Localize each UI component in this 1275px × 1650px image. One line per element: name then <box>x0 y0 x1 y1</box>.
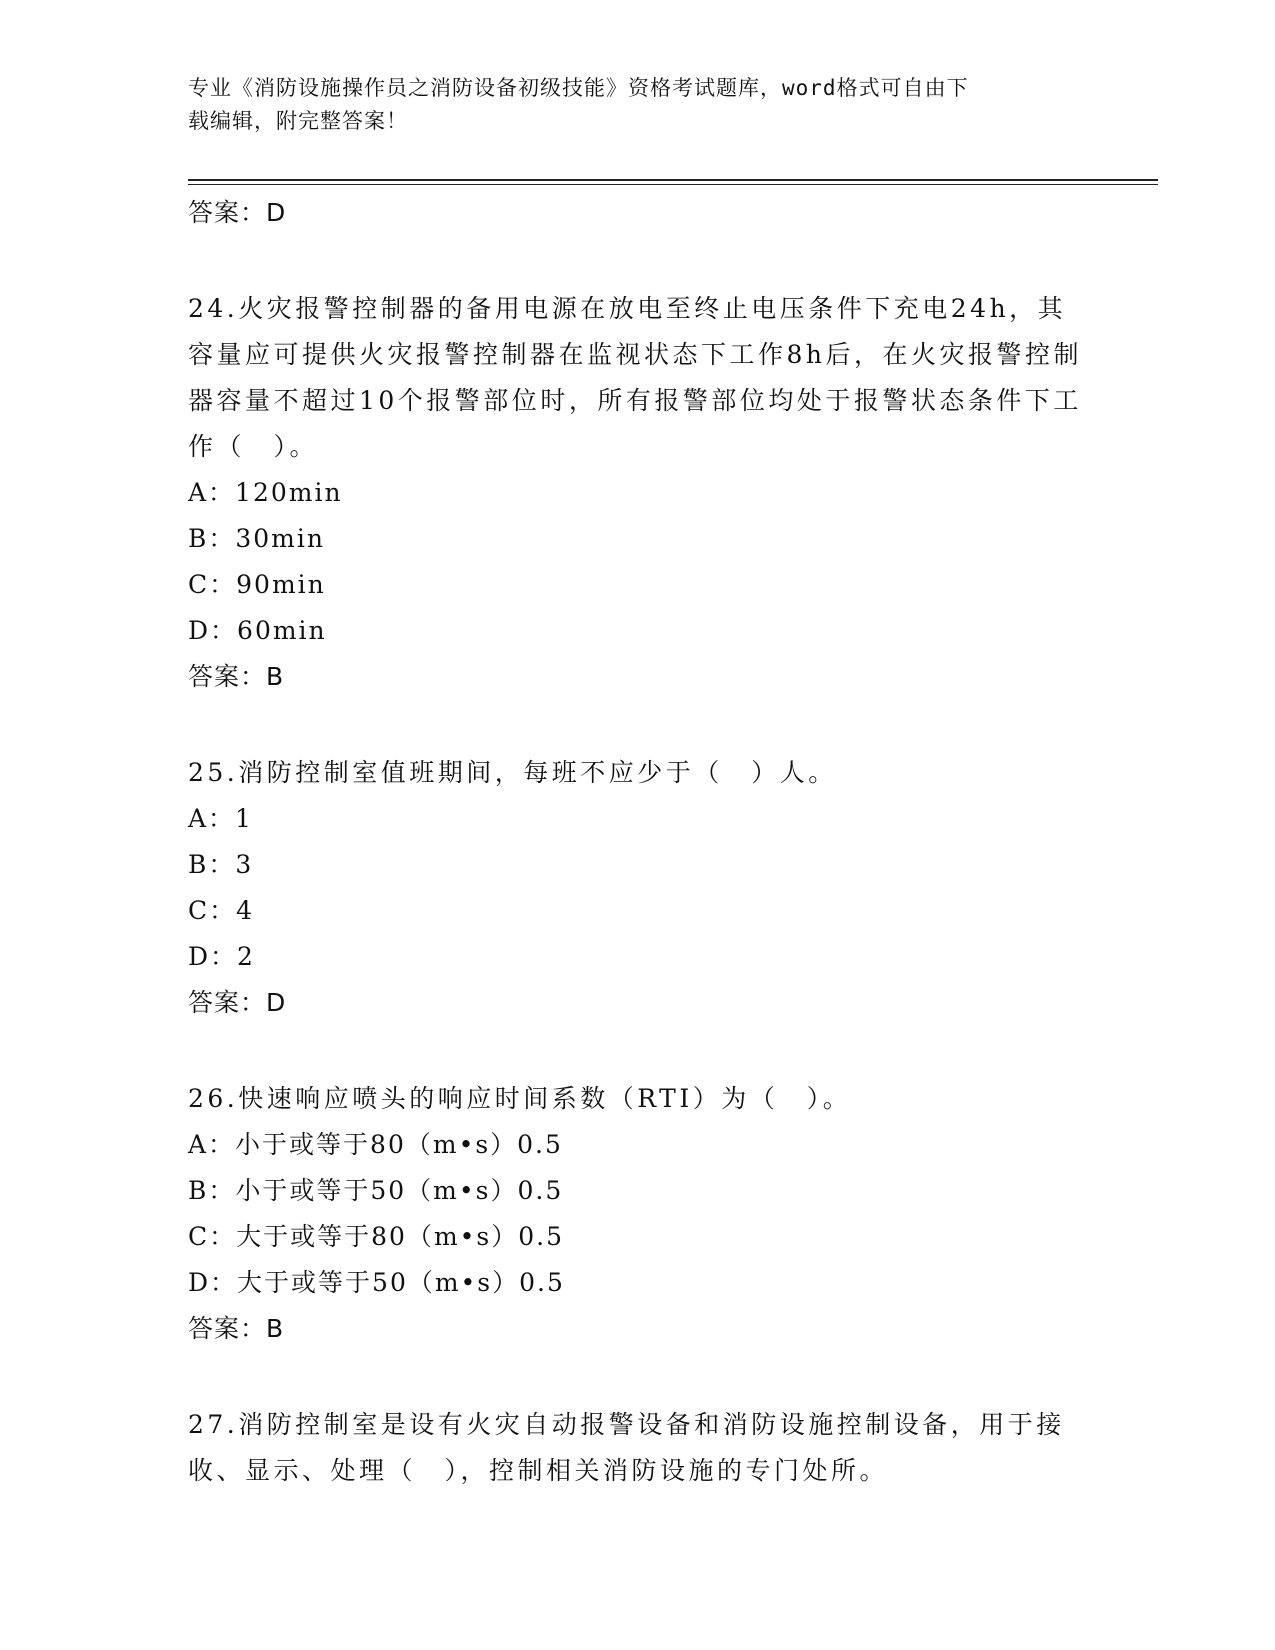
option-d: D：2 <box>188 942 255 971</box>
option-a: A：小于或等于80（m•s）0.5 <box>188 1130 563 1159</box>
option-b: B：3 <box>188 850 254 879</box>
header-divider-thin <box>188 184 1158 185</box>
question-stem: 27.消防控制室是设有火灾自动报警设备和消防设施控制设备，用于接收、显示、处理（ ），控制相关消防设施的专门处所。 <box>188 1410 1065 1485</box>
answer-line: 答案：D <box>188 198 287 227</box>
question-stem: 25.消防控制室值班期间，每班不应少于（ ）人。 <box>188 758 837 787</box>
option-c: C：4 <box>188 896 255 925</box>
header-divider <box>188 179 1158 181</box>
header-line-1: 专业《消防设施操作员之消防设备初级技能》资格考试题库，word格式可自由下 <box>188 76 969 100</box>
question-27 <box>188 1402 1088 1494</box>
option-d: D：大于或等于50（m•s）0.5 <box>188 1268 565 1297</box>
option-a: A：120min <box>188 478 343 507</box>
document-header <box>188 72 1068 138</box>
question-24 <box>188 286 1088 700</box>
question-list <box>188 190 1088 1494</box>
option-c: C：90min <box>188 570 326 599</box>
question-25 <box>188 750 1088 1026</box>
header-line-2: 载编辑，附完整答案！ <box>188 109 408 133</box>
question-stem: 24.火灾报警控制器的备用电源在放电至终止电压条件下充电24h，其容量应可提供火灾报警控制器在监视状态下工作8h后，在火灾报警控制器容量不超过10个报警部位时，所有报警部位均处于报警状态条件下工作（ ）。 <box>188 294 1083 461</box>
option-d: D：60min <box>188 616 327 645</box>
answer-line: 答案：D <box>188 988 287 1017</box>
option-c: C：大于或等于80（m•s）0.5 <box>188 1222 564 1251</box>
option-b: B：小于或等于50（m•s）0.5 <box>188 1176 564 1205</box>
option-b: B：30min <box>188 524 325 553</box>
answer-line: 答案：B <box>188 1314 285 1343</box>
option-a: A：1 <box>188 804 253 833</box>
answer-line: 答案：B <box>188 662 285 691</box>
question-26 <box>188 1076 1088 1352</box>
question-stem: 26.快速响应喷头的响应时间系数（RTI）为（ ）。 <box>188 1084 852 1113</box>
